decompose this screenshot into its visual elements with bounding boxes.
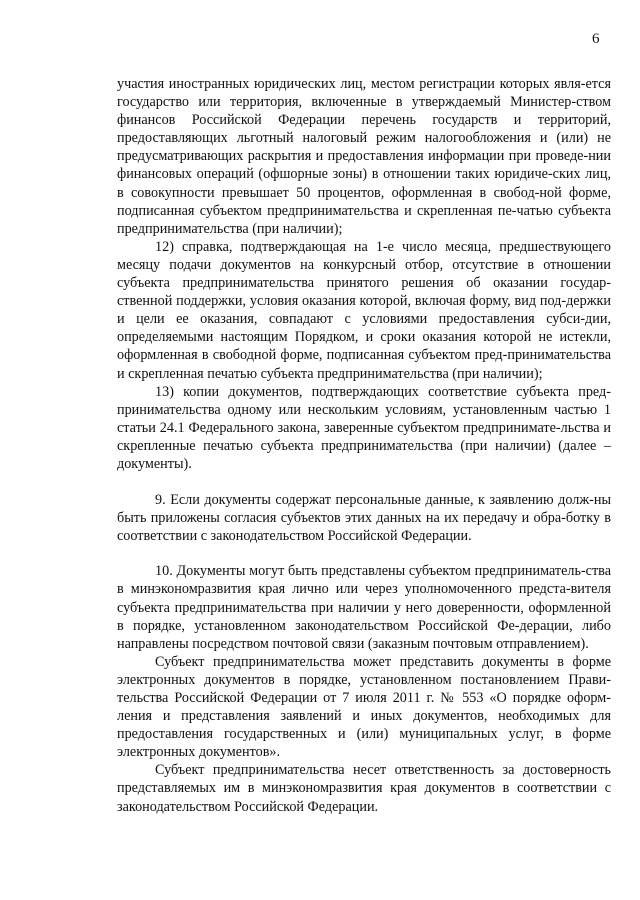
paragraph-item-12: 12) справка, подтверждающая на 1-е число месяца, предшествующего месяцу подачи документов на конкурсный отбор, отсутствие в отношении субъекта предпринимательства принятого решения об оказании государ-ственной поддержки, условия оказания которой, включая форму, вид под-держки и цели ее оказания, совпадают с условиями предоставления субси-дии, определяемыми настоящим Порядком, и сроки оказания которой не истекли, оформленная в свободной форме, подписанная субъектом пред-принимательства и скрепленная печатью субъекта предпринимательства (при наличии);	[117, 238, 611, 382]
paragraph-clause-9: 9. Если документы содержат персональные данные, к заявлению долж-ны быть приложены согласия субъектов этих данных на их передачу и обра-ботку в соответствии с законодательством Российской Федерации.	[117, 492, 611, 545]
paragraph-electronic-documents: Субъект предпринимательства может представить документы в форме электронных документов в порядке, установленном постановлением Прави-тельства Российской Федерации от 7 июля 2011 г. № 553 «О порядке оформ-ления и представления заявлений и иных документов, необходимых для предоставления государственных и (или) муниципальных услуг, в форме электронных документов».	[117, 653, 611, 761]
paragraph-continuation: участия иностранных юридических лиц, местом регистрации которых явля-ется государство или территория, включенные в утверждаемый Министер-ством финансов Российской Федерации перечень государств и территорий, предоставляющих льготный налоговый режим налогообложения и (или) не предусматривающих раскрытия и предоставления информации при проведе-нии финансовых операций (офшорные зоны) в отношении таких юридиче-ских лиц, в совокупности превышает 50 процентов, оформленная в свобод-ной форме, подписанная субъектом предпринимательства и скрепленная пе-чатью субъекта предпринимательства (при наличии);	[117, 76, 611, 237]
document-body	[117, 75, 611, 816]
paragraph-responsibility: Субъект предпринимательства несет ответственность за достоверность представляемых им в минэкономразвития края документов в соответствии с законодательством Российской Федерации.	[117, 762, 611, 815]
page-number: 6	[592, 31, 600, 47]
paragraph-clause-10: 10. Документы могут быть представлены субъектом предприниматель-ства в минэкономразвития края лично или через уполномоченного предста-вителя субъекта предпринимательства при наличии у него доверенности, оформленной в порядке, установленном законодательством Российской Фе-дерации, либо направлены посредством почтовой связи (заказным почтовым отправлением).	[117, 563, 611, 652]
paragraph-item-13: 13) копии документов, подтверждающих соответствие субъекта пред-принимательства одному или нескольким условиям, установленным частью 1 статьи 24.1 Федерального закона, заверенные субъектом предпринимате-льства и скрепленные печатью субъекта предпринимательства (при наличии) (далее – документы).	[117, 383, 611, 472]
